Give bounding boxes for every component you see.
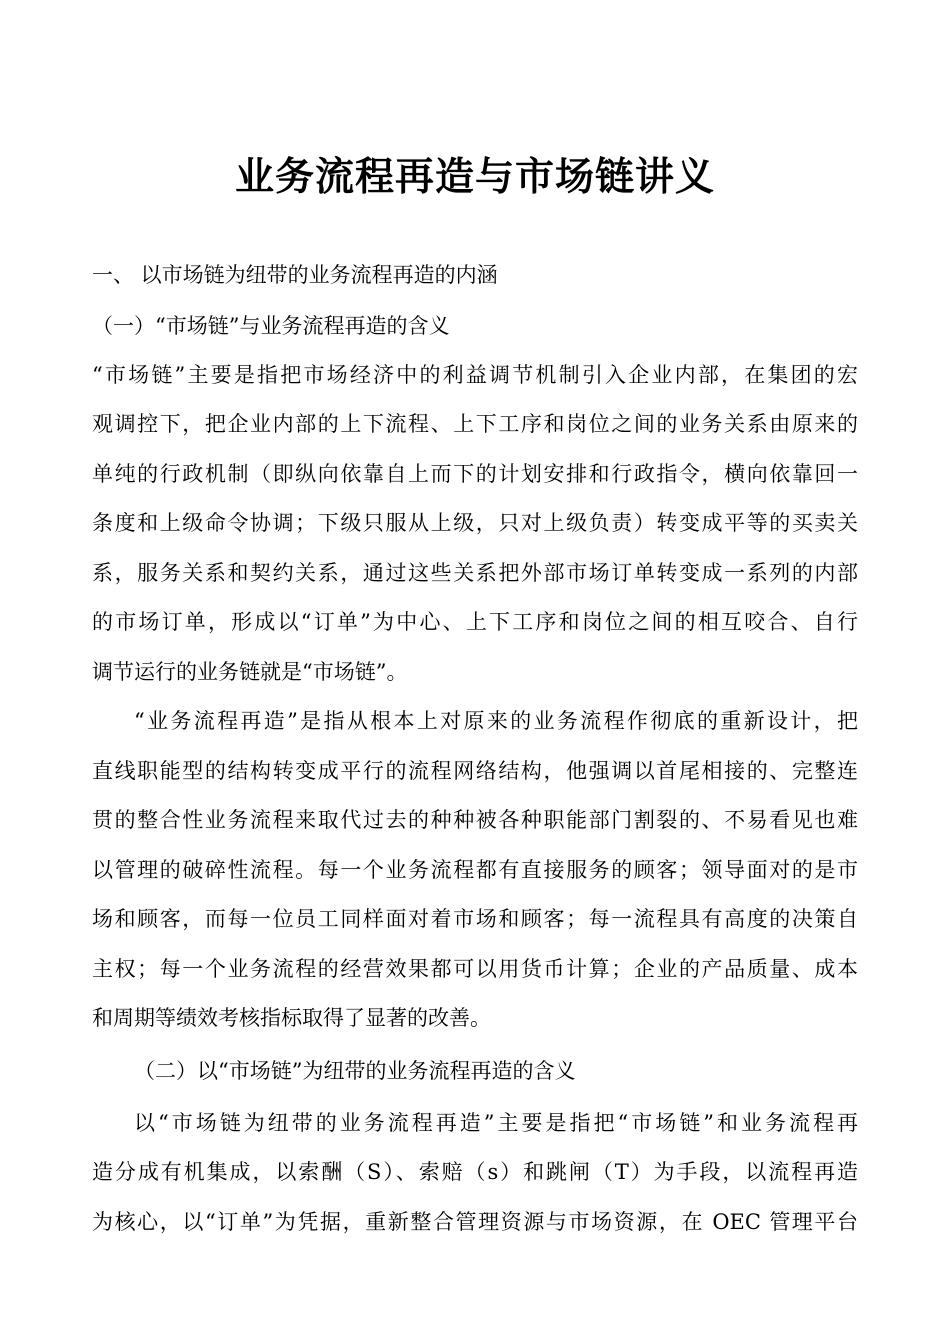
paragraph-line: “业务流程再造”是指从根本上对原来的业务流程作彻底的重新设计，把 bbox=[134, 709, 858, 733]
paragraph-line: “市场链”主要是指把市场经济中的利益调节机制引入企业内部，在集团的宏 bbox=[92, 363, 858, 387]
paragraph-line: 的市场订单，形成以“订单”为中心、上下工序和岗位之间的相互咬合、自行 bbox=[92, 610, 858, 634]
paragraph-line: 以“市场链为纽带的业务流程再造”主要是指把“市场链”和业务流程再 bbox=[134, 1111, 858, 1135]
paragraph-line: 贯的整合性业务流程来取代过去的种种被各种职能部门割裂的、不易看见也难 bbox=[92, 808, 858, 832]
paragraph-line: 以管理的破碎性流程。每一个业务流程都有直接服务的顾客；领导面对的是市 bbox=[92, 858, 858, 882]
subsection-heading: （一）“市场链”与业务流程再造的含义 bbox=[92, 314, 450, 338]
document-title: 业务流程再造与市场链讲义 bbox=[234, 155, 715, 200]
paragraph-line: 造分成有机集成，以索酬（S）、索赔（s）和跳闸（T）为手段，以流程再造 bbox=[92, 1160, 858, 1184]
paragraph-line: 场和顾客，而每一位员工同样面对着市场和顾客；每一流程具有高度的决策自 bbox=[92, 907, 858, 931]
section-heading: 一、 以市场链为纽带的业务流程再造的内涵 bbox=[92, 263, 498, 287]
paragraph-line: 主权；每一个业务流程的经营效果都可以用货币计算；企业的产品质量、成本 bbox=[92, 957, 858, 981]
paragraph-line: 单纯的行政机制（即纵向依靠自上而下的计划安排和行政指令，横向依靠回一 bbox=[92, 462, 858, 486]
paragraph-line: 直线职能型的结构转变成平行的流程网络结构，他强调以首尾相接的、完整连 bbox=[92, 759, 858, 783]
subsection-heading: （二）以“市场链”为纽带的业务流程再造的含义 bbox=[134, 1059, 576, 1083]
paragraph-line: 和周期等绩效考核指标取得了显著的改善。 bbox=[92, 1006, 491, 1030]
paragraph-line: 条度和上级命令协调；下级只服从上级，只对上级负责）转变成平等的买卖关 bbox=[92, 511, 858, 535]
paragraph-line: 观调控下，把企业内部的上下流程、上下工序和岗位之间的业务关系由原来的 bbox=[92, 412, 858, 436]
paragraph-line: 调节运行的业务链就是“市场链”。 bbox=[92, 660, 408, 684]
paragraph-line: 为核心，以“订单”为凭据，重新整合管理资源与市场资源，在 OEC 管理平台 bbox=[92, 1210, 858, 1234]
paragraph-line: 系，服务关系和契约关系，通过这些关系把外部市场订单转变成一系列的内部 bbox=[92, 561, 858, 585]
